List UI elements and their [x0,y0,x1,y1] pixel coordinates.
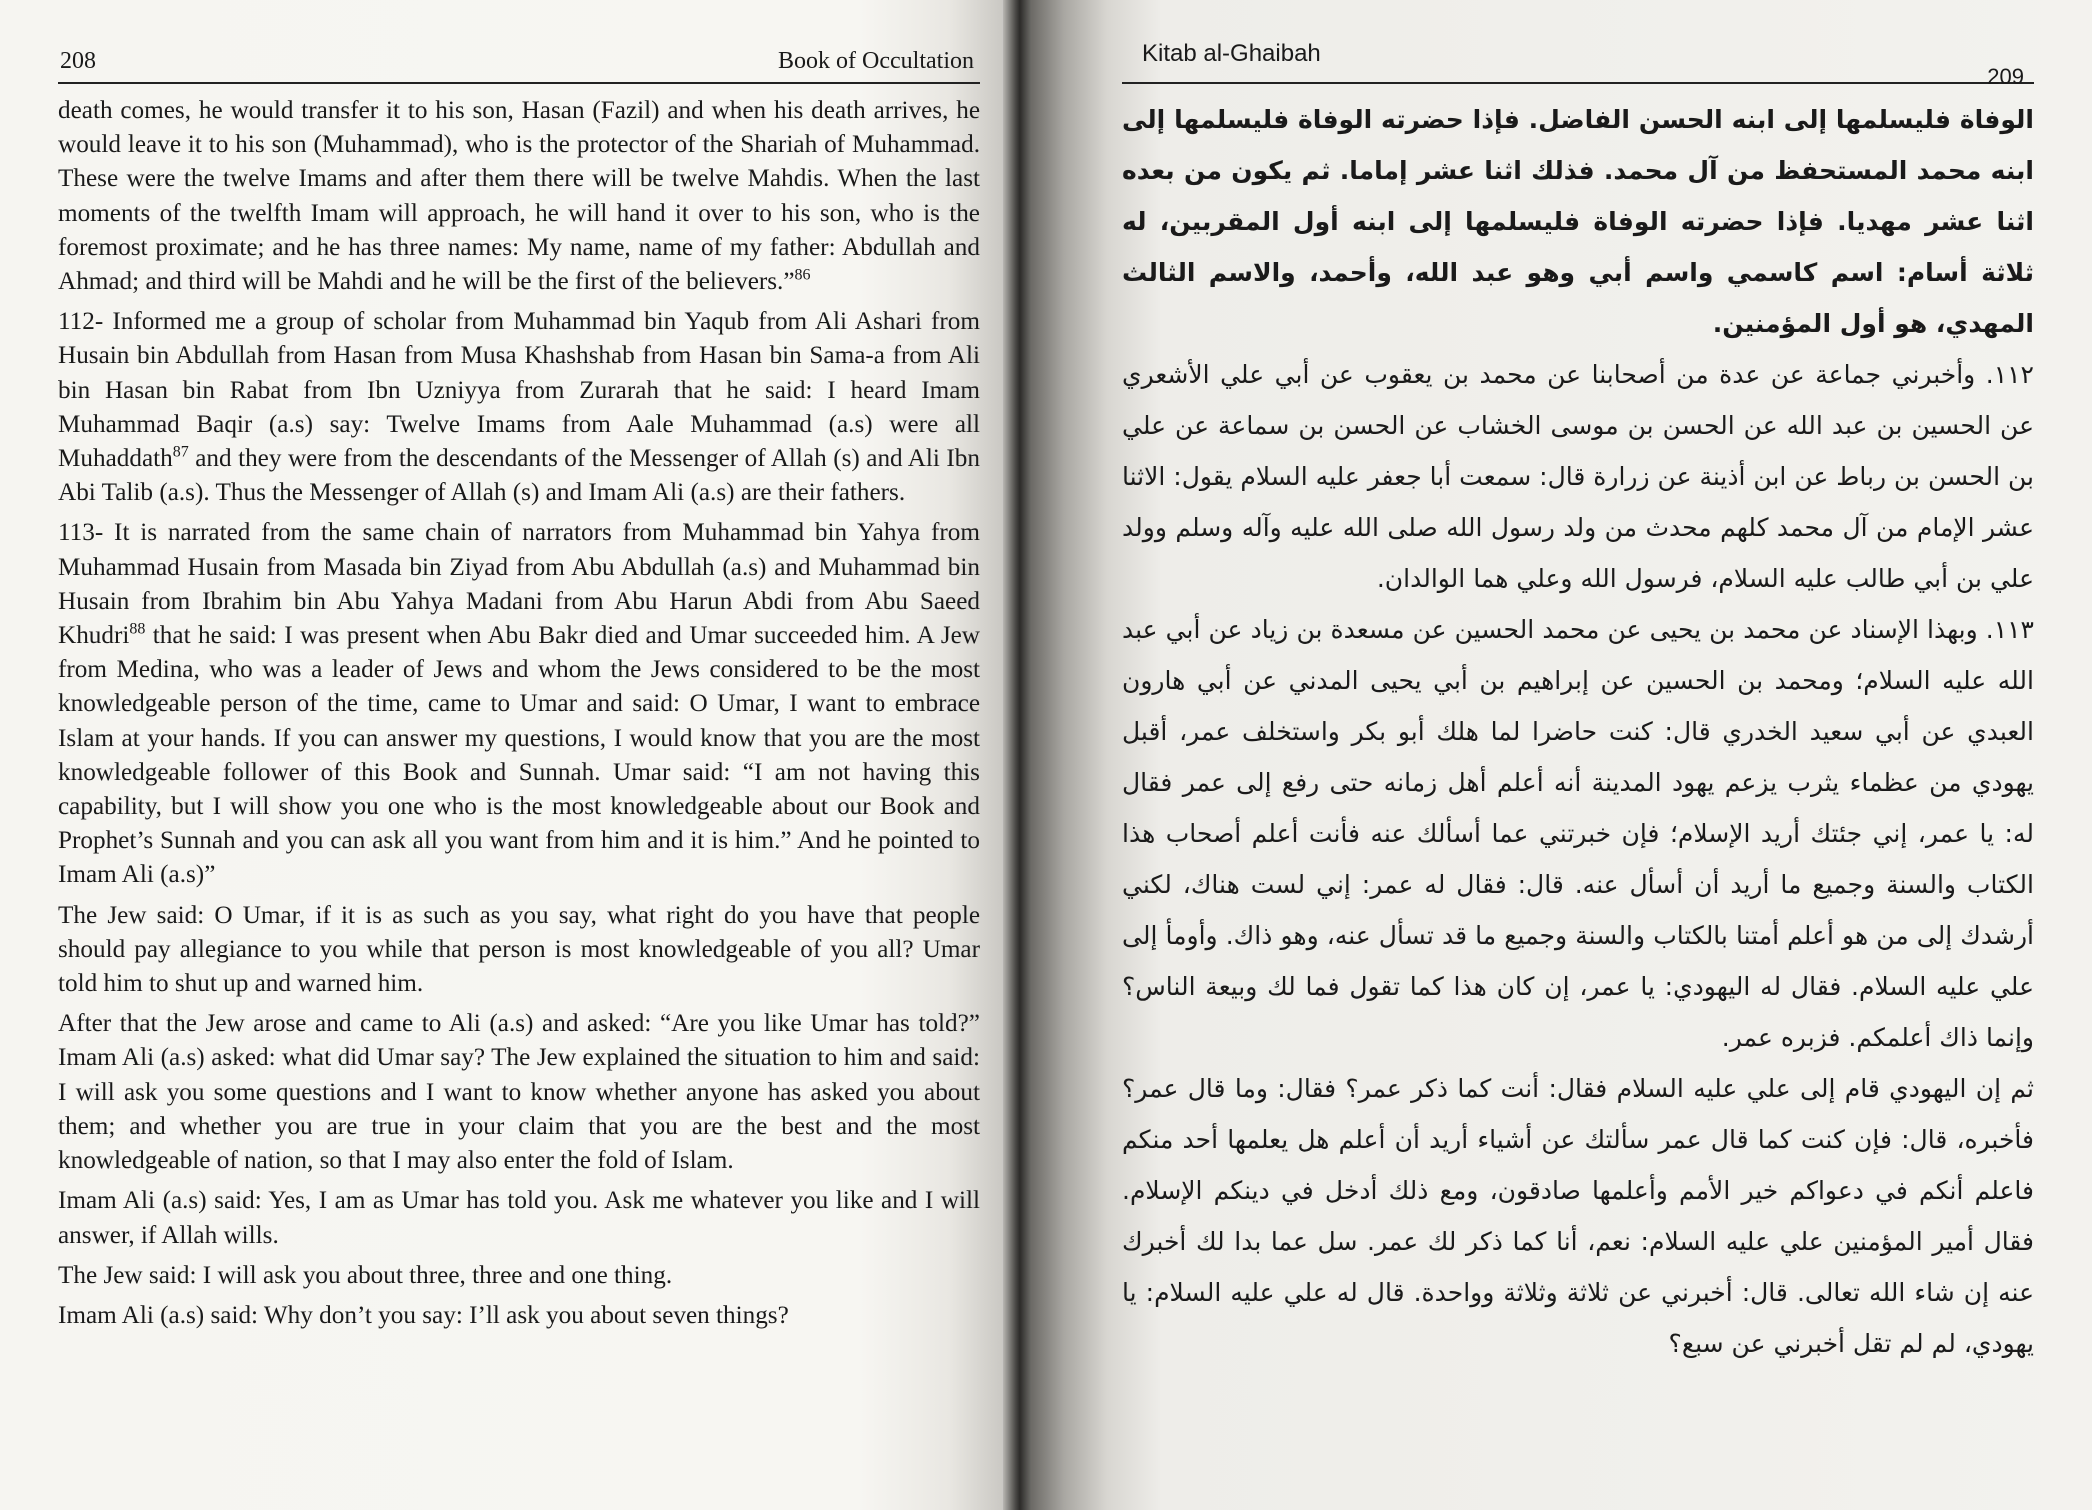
paragraph-text: and they were from the descendants of the Messenger of Allah (s) and Ali Ibn Abi Talib (a.s). Thus the Messenger of Allah (s) and Imam Ali (a.s) are their fathers. [58,445,980,507]
right-running-title: Kitab al-Ghaibah [1142,40,1321,67]
paragraph-jew-said: The Jew said: O Umar, if it is as such as you say, what right do you have that people should pay allegiance to you while that person is most knowledgeable of you all? Umar told him to shut up and warned him. [58,901,980,998]
right-page-number: 209 [1987,64,2024,89]
right-page-header [1122,40,2034,89]
footnote-marker: 87 [172,443,189,461]
paragraph-text: 113- It is narrated from the same chain of narrators from Muhammad bin Yahya from Muhammad Husain from Masada bin Ziyad from Abu Abdullah (a.s) and Muhammad bin Husain from Ibrahim bin Abu Yahya Madani from Abu Harun Abdi from Abu Saeed Khudri [58,519,980,650]
paragraph-continuation [58,94,980,299]
left-page-header [58,40,980,84]
paragraph-text: 112- Informed me a group of scholar from Muhammad bin Yaqub from Ali Ashari from Husain bin Abdullah from Hasan from Musa Khashshab from Hasan bin Sama-a from Ali bin Hasan bin Rabat from Ibn Uzniyya from Zurarah that he said: I heard Imam Muhammad Baqir (a.s) say: Twelve Imams from Aale Muhammad (a.s) were all Muhaddath [58,308,980,473]
arabic-block-continuation: الوفاة فليسلمها إلى ابنه الحسن الفاضل. فإذا حضرته الوفاة فليسلمها إلى ابنه محمد المستحفظ من آل محمد. فذلك اثنا عشر إماما. ثم يكون من بعده اثنا عشر مهديا. فإذا حضرته الوفاة فليسلمها إلى ابنه أول المقربين، له ثلاثة أسام: اسم كاسمي واسم أبي وهو عبد الله، وأحمد، والاسم الثالث المهدي، هو أول المؤمنين. [1122,105,2034,338]
paragraph-imam-yes: Imam Ali (a.s) said: Yes, I am as Umar has told you. Ask me whatever you like and I will answer, if Allah wills. [58,1187,980,1249]
right-page [1010,0,2092,1510]
left-page-number: 208 [60,48,96,74]
footnote-marker: 88 [129,620,146,638]
left-running-title: Book of Occultation [778,48,974,74]
left-page [0,0,1010,1510]
paragraph-text: that he said: I was present when Abu Bakr died and Umar succeeded him. A Jew from Medina, who was a leader of Jews and whom the Jews considered to be the most knowledgeable person of the time, came to Umar and said: O Umar, I want to embrace Islam at your hands. If you can answer my questions, I would know that you are the most knowledgeable follower of this Book and Sunnah. Umar said: “I am not having this capability, but I will show you one who is the most knowledgeable about our Book and Prophet’s Sunnah and you can ask all you want from him and it is him.” And he pointed to Imam Ali (a.s)” [58,622,980,889]
paragraph-112 [58,305,980,510]
arabic-block-113: ١١٣. وبهذا الإسناد عن محمد بن يحيى عن محمد الحسين عن مسعدة بن زياد عن أبي عبد الله عليه السلام؛ ومحمد بن الحسين عن إبراهيم بن أبي يحيى المدني عن أبي هارون العبدي عن أبي سعيد الخدري قال: كنت حاضرا لما هلك أبو بكر واستخلف عمر، أقبل يهودي من عظماء يثرب يزعم يهود المدينة أنه أعلم أهل زمانه حتى رفع إلى عمر فقال له: يا عمر، إني جئتك أريد الإسلام؛ فإن خبرتني عما أسألك عنه فأنت أعلم أصحاب هذا الكتاب والسنة وجميع ما أريد أن أسأل عنه. قال: فقال له عمر: إني لست هناك، لكني أرشدك إلى من هو أعلم أمتنا بالكتاب والسنة وجميع ما قد تسأل عنه، وهو ذاك. وأومأ إلى علي عليه السلام. فقال له اليهودي: يا عمر، إن كان هذا كما تقول فما لك وبيعة الناس؟ وإنما ذاك أعلمكم. فزبره عمر. [1122,615,2034,1052]
paragraph-113 [58,516,980,892]
arabic-block-112: ١١٢. وأخبرني جماعة عن عدة من أصحابنا عن محمد بن يعقوب عن أبي علي الأشعري عن الحسين بن عبد الله عن الحسن بن موسى الخشاب عن الحسن بن سماعة عن علي بن الحسن بن رباط عن ابن أذينة عن زرارة قال: سمعت أبا جعفر عليه السلام يقول: الاثنا عشر الإمام من آل محمد كلهم محدث من ولد رسول الله صلى الله عليه وآله وسلم وولد علي بن أبي طالب عليه السلام، فرسول الله وعلي هما الوالدان. [1122,360,2034,593]
paragraph-text: death comes, he would transfer it to his son, Hasan (Fazil) and when his death arrives, he would leave it to his son (Muhammad), who is the protector of the Shariah of Muhammad. These were the twelve Imams and after them there will be twelve Mahdis. When the last moments of the twelfth Imam will approach, he will hand it over to his son, who is the foremost proximate; and he has three names: My name, name of my father: Abdullah and Ahmad; and third will be Mahdi and he will be the first of the believers.” [58,97,980,296]
paragraph-three-things: The Jew said: I will ask you about three, three and one thing. [58,1261,673,1289]
book-spine [1003,0,1031,1510]
paragraph-seven-things: Imam Ali (a.s) said: Why don’t you say: I’ll ask you about seven things? [58,1301,789,1329]
paragraph-jew-arose: After that the Jew arose and came to Ali (a.s) and asked: “Are you like Umar has told?” Imam Ali (a.s) asked: what did Umar say? The Jew explained the situation to him and said: I will ask you some questions and I want to know whether anyone has asked you about them; and whether you are true in your claim that you are the best and the most knowledgeable of nation, so that I may also enter the fold of Islam. [58,1010,980,1175]
arabic-block-jew-dialogue: ثم إن اليهودي قام إلى علي عليه السلام فقال: أنت كما ذكر عمر؟ فقال: وما قال عمر؟ فأخبره، قال: فإن كنت كما قال عمر سألتك عن أشياء أريد أن أعلم هل يعلمها أحد منكم فاعلم أنكم في دعواكم خير الأمم وأعلمها صادقون، ومع ذلك أدخل في دينكم الإسلام. فقال أمير المؤمنين علي عليه السلام: نعم، أنا كما ذكر لك عمر. سل عما بدا لك أخبرك عنه إن شاء الله تعالى. قال: أخبرني عن ثلاثة وثلاثة وواحدة. قال له علي عليه السلام: يا يهودي، لم لم تقل أخبرني عن سبع؟ [1122,1074,2034,1358]
footnote-marker: 86 [794,266,811,284]
